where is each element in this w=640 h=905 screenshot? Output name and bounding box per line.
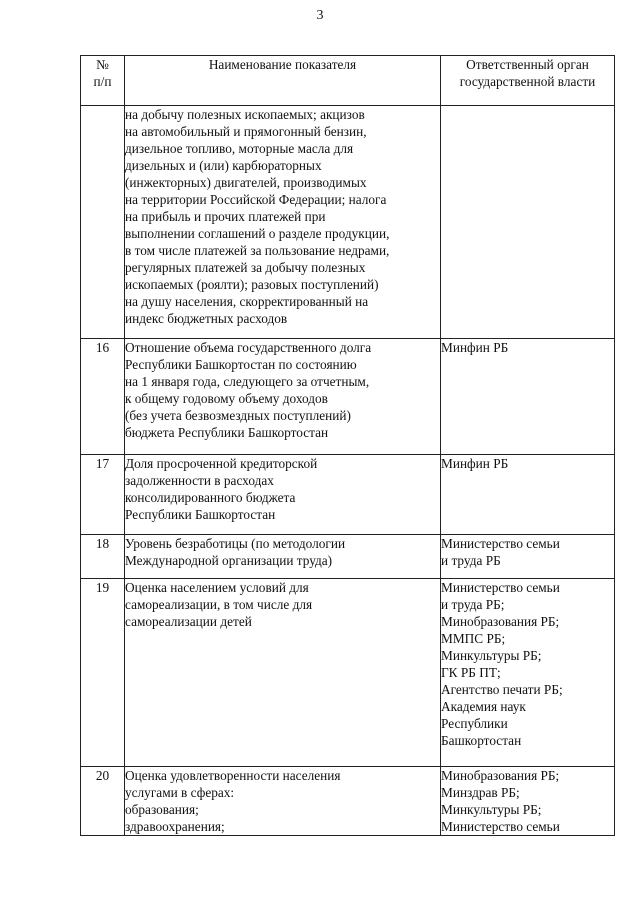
- header-org-line-2: государственной власти: [459, 74, 596, 89]
- indicator-name-line: к общему годовому объему доходов: [125, 391, 328, 406]
- responsible-body-line: Министерство семьи: [441, 819, 560, 834]
- responsible-body: [441, 339, 615, 455]
- indicator-name-line: на автомобильный и прямогонный бензин,: [125, 124, 367, 139]
- header-number-line-1: №: [96, 57, 109, 72]
- responsible-body-line: Минфин РБ: [441, 456, 509, 471]
- table-row: [81, 767, 615, 836]
- responsible-body-line: Минкультуры РБ;: [441, 648, 542, 663]
- responsible-body-line: Минобразования РБ;: [441, 614, 560, 629]
- responsible-body-line: Минобразования РБ;: [441, 768, 560, 783]
- responsible-body-line: ММПС РБ;: [441, 631, 506, 646]
- indicator-name-line: регулярных платежей за добычу полезных: [125, 260, 366, 275]
- indicator-name-line: консолидированного бюджета: [125, 490, 296, 505]
- indicator-name-line: Республики Башкортостан: [125, 507, 276, 522]
- indicator-name-line: Уровень безработицы (по методологии: [125, 536, 346, 551]
- header-number-line-2: п/п: [93, 74, 112, 89]
- indicator-name-line: на территории Российской Федерации; налога: [125, 192, 387, 207]
- header-number: [81, 56, 125, 106]
- indicator-name-line: Оценка удовлетворенности населения: [125, 768, 341, 783]
- table-row: [81, 106, 615, 339]
- responsible-body-line: и труда РБ: [441, 553, 501, 568]
- indicator-name-line: услугами в сферах:: [125, 785, 235, 800]
- indicator-name-line: ископаемых (роялти); разовых поступлений): [125, 277, 379, 292]
- responsible-body: [441, 106, 615, 339]
- indicator-name-line: образования;: [125, 802, 199, 817]
- responsible-body-line: Министерство семьи: [441, 580, 560, 595]
- row-number: [81, 106, 125, 339]
- responsible-body-line: Минздрав РБ;: [441, 785, 520, 800]
- header-responsible-body: [441, 56, 615, 106]
- indicator-name: [125, 767, 441, 836]
- indicator-name-line: Республики Башкортостан по состоянию: [125, 357, 357, 372]
- row-number: 19: [81, 579, 125, 767]
- indicator-name-line: в том числе платежей за пользование недрами,: [125, 243, 390, 258]
- indicator-name-line: задолженности в расходах: [125, 473, 274, 488]
- indicator-name-line: Доля просроченной кредиторской: [125, 456, 318, 471]
- indicator-name-line: дизельных и (или) карбюраторных: [125, 158, 322, 173]
- header-indicator-name: Наименование показателя: [125, 56, 441, 106]
- responsible-body: [441, 535, 615, 579]
- indicator-name-line: Оценка населением условий для: [125, 580, 309, 595]
- responsible-body-line: Министерство семьи: [441, 536, 560, 551]
- indicator-name-line: самореализации, в том числе для: [125, 597, 313, 612]
- responsible-body-line: и труда РБ;: [441, 597, 505, 612]
- indicator-name: [125, 455, 441, 535]
- indicator-name: [125, 339, 441, 455]
- indicator-name-line: бюджета Республики Башкортостан: [125, 425, 329, 440]
- indicator-name-line: (инжекторных) двигателей, производимых: [125, 175, 367, 190]
- indicator-name: [125, 106, 441, 339]
- indicator-name-line: на 1 января года, следующего за отчетным,: [125, 374, 370, 389]
- table-row: [81, 455, 615, 535]
- indicator-name-line: Международной организации труда): [125, 553, 333, 568]
- table-body: [81, 106, 615, 836]
- responsible-body: [441, 455, 615, 535]
- row-number: 20: [81, 767, 125, 836]
- responsible-body-line: Башкортостан: [441, 733, 522, 748]
- indicator-name-line: выполнении соглашений о разделе продукции,: [125, 226, 390, 241]
- row-number: 16: [81, 339, 125, 455]
- indicator-name-line: самореализации детей: [125, 614, 252, 629]
- responsible-body-line: Минфин РБ: [441, 340, 509, 355]
- indicator-name: [125, 579, 441, 767]
- indicator-name-line: на добычу полезных ископаемых; акцизов: [125, 107, 365, 122]
- indicators-table: [80, 55, 615, 836]
- table-row: [81, 339, 615, 455]
- indicator-name-line: дизельное топливо, моторные масла для: [125, 141, 354, 156]
- responsible-body-line: Республики: [441, 716, 508, 731]
- row-number: 17: [81, 455, 125, 535]
- indicator-name-line: на душу населения, скорректированный на: [125, 294, 369, 309]
- responsible-body-line: Минкультуры РБ;: [441, 802, 542, 817]
- responsible-body-line: Агентство печати РБ;: [441, 682, 563, 697]
- indicator-name-line: здравоохранения;: [125, 819, 225, 834]
- responsible-body-line: Академия наук: [441, 699, 526, 714]
- table-row: [81, 579, 615, 767]
- responsible-body: [441, 767, 615, 836]
- header-org-line-1: Ответственный орган: [466, 57, 589, 72]
- indicator-name-line: индекс бюджетных расходов: [125, 311, 288, 326]
- indicator-name-line: на прибыль и прочих платежей при: [125, 209, 326, 224]
- responsible-body: [441, 579, 615, 767]
- row-number: 18: [81, 535, 125, 579]
- table-header-row: [81, 56, 615, 106]
- indicator-name-line: Отношение объема государственного долга: [125, 340, 372, 355]
- indicator-name-line: (без учета безвозмездных поступлений): [125, 408, 351, 423]
- indicator-name: [125, 535, 441, 579]
- responsible-body-line: ГК РБ ПТ;: [441, 665, 501, 680]
- table-row: [81, 535, 615, 579]
- page-number: 3: [316, 8, 324, 23]
